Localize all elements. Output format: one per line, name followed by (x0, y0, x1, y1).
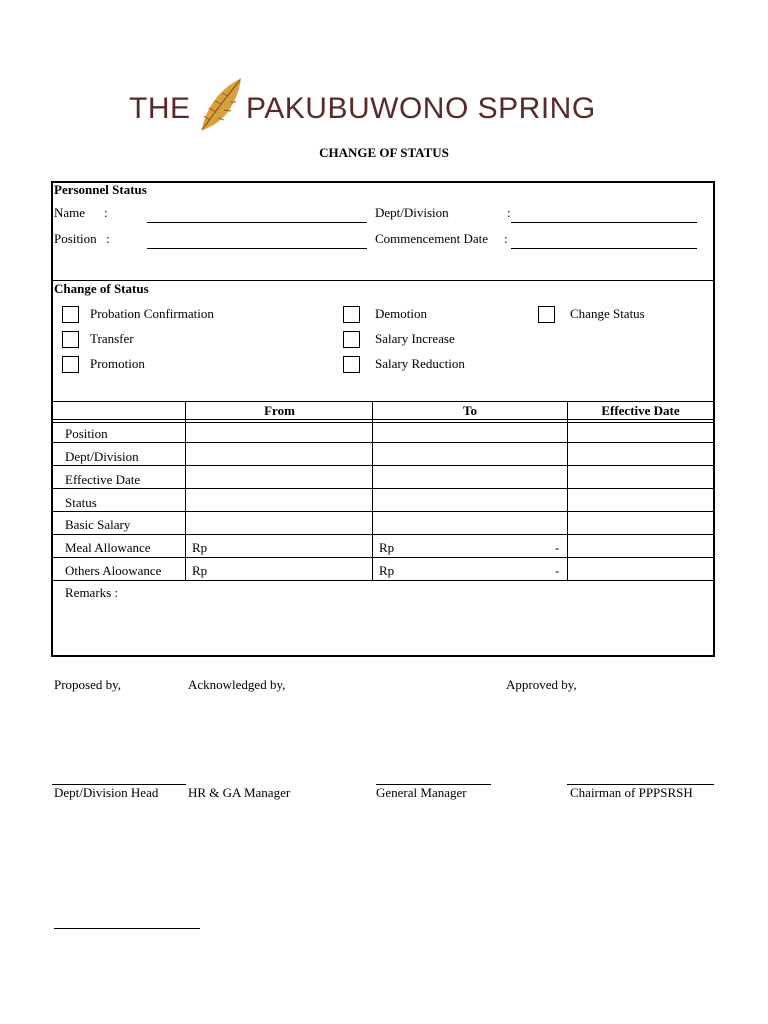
proposed-by-label: Proposed by, (54, 677, 122, 692)
dept-field[interactable] (511, 222, 697, 223)
table-top-border (52, 401, 714, 402)
header-from: From (264, 403, 295, 418)
others-to-currency: Rp (379, 563, 395, 578)
table-row-border (52, 488, 714, 489)
form-title: CHANGE OF STATUS (319, 145, 449, 160)
checkbox-transfer[interactable] (62, 331, 79, 348)
label-demotion: Demotion (375, 306, 427, 321)
footer-line (54, 928, 200, 929)
checkbox-salary-increase[interactable] (343, 331, 360, 348)
change-section-title: Change of Status (54, 281, 149, 296)
others-from-currency: Rp (192, 563, 208, 578)
table-bottom-border (52, 580, 714, 581)
table-row-border (52, 511, 714, 512)
checkbox-demotion[interactable] (343, 306, 360, 323)
label-salary-reduction: Salary Reduction (375, 356, 465, 371)
label-salary-increase: Salary Increase (375, 331, 455, 346)
personnel-section-title: Personnel Status (54, 182, 147, 197)
commencement-field[interactable] (511, 248, 697, 249)
meal-to-currency: Rp (379, 540, 395, 555)
row-label-others-allowance: Others Aloowance (65, 563, 162, 578)
header-to: To (463, 403, 477, 418)
meal-to-dash: - (555, 540, 560, 555)
position-label: Position (54, 231, 97, 246)
checkbox-promotion[interactable] (62, 356, 79, 373)
row-label-dept-division: Dept/Division (65, 449, 139, 464)
row-label-status: Status (65, 495, 97, 510)
label-probation-confirmation: Probation Confirmation (90, 306, 214, 321)
label-transfer: Transfer (90, 331, 134, 346)
table-row-border (52, 557, 714, 558)
acknowledged-by-label: Acknowledged by, (188, 677, 286, 692)
position-field[interactable] (147, 248, 367, 249)
table-col-divider-3 (567, 401, 568, 580)
role-chairman: Chairman of PPPSRSH (570, 785, 693, 800)
table-header-border (52, 419, 714, 420)
commencement-colon: : (504, 231, 508, 246)
checkbox-probation-confirmation[interactable] (62, 306, 79, 323)
table-col-divider-2 (372, 401, 373, 580)
meal-from-currency: Rp (192, 540, 208, 555)
remarks-label: Remarks : (65, 585, 119, 600)
approved-by-label: Approved by, (506, 677, 577, 692)
header-effective-date: Effective Date (601, 403, 680, 418)
brand-text-right: PAKUBUWONO SPRING (246, 92, 596, 125)
dept-colon: : (507, 205, 511, 220)
table-header-border-double (52, 422, 714, 423)
table-row-border (52, 465, 714, 466)
table-row-border (52, 442, 714, 443)
label-promotion: Promotion (90, 356, 145, 371)
row-label-meal-allowance: Meal Allowance (65, 540, 151, 555)
name-colon: : (104, 205, 108, 220)
checkbox-salary-reduction[interactable] (343, 356, 360, 373)
commencement-label: Commencement Date (375, 231, 488, 246)
dept-label: Dept/Division (375, 205, 449, 220)
section-divider (52, 280, 714, 281)
table-col-divider-1 (185, 401, 186, 580)
row-label-effective-date: Effective Date (65, 472, 141, 487)
name-field[interactable] (147, 222, 367, 223)
label-change-status: Change Status (570, 306, 645, 321)
name-label: Name (54, 205, 86, 220)
remarks-field[interactable] (130, 584, 708, 650)
leaf-icon (196, 76, 244, 134)
brand-text-left: THE (129, 92, 191, 125)
row-label-position: Position (65, 426, 108, 441)
role-general-manager: General Manager (376, 785, 467, 800)
checkbox-change-status[interactable] (538, 306, 555, 323)
row-label-basic-salary: Basic Salary (65, 517, 131, 532)
position-colon: : (106, 231, 110, 246)
role-hr-ga-manager: HR & GA Manager (188, 785, 291, 800)
role-dept-division-head: Dept/Division Head (54, 785, 159, 800)
others-to-dash: - (555, 563, 560, 578)
brand-logo (0, 70, 768, 140)
table-row-border (52, 534, 714, 535)
